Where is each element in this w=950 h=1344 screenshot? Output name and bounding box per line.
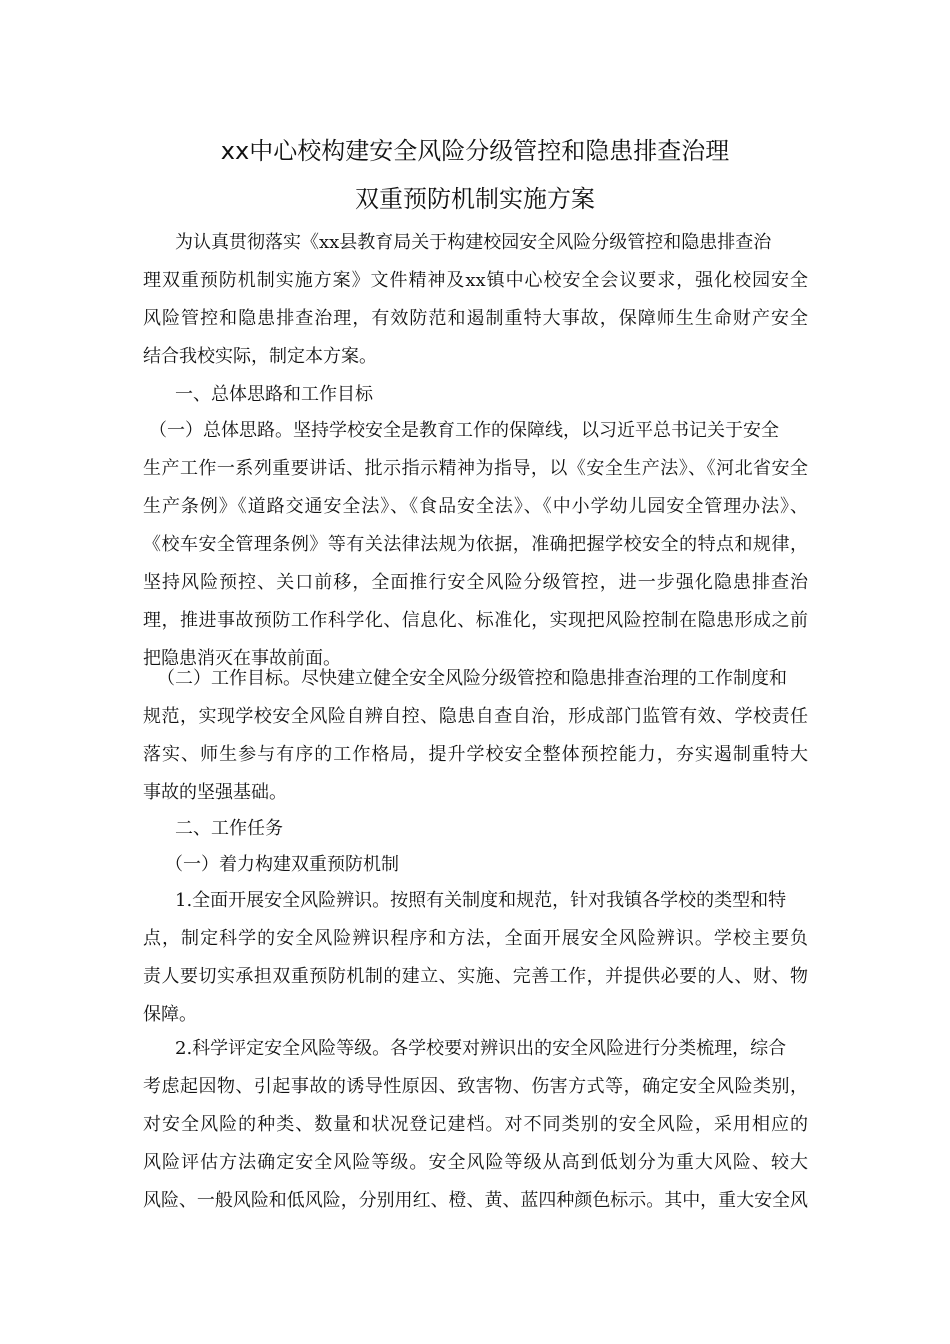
body-line: 考虑起因物、引起事故的诱导性原因、致害物、伤害方式等，确定安全风险类别，: [143, 1076, 808, 1097]
body-line: 责人要切实承担双重预防机制的建立、实施、完善工作，并提供必要的人、财、物: [143, 966, 808, 987]
body-line: 点，制定科学的安全风险辨识程序和方法，全面开展安全风险辨识。学校主要负: [143, 928, 808, 949]
body-line: 2.科学评定安全风险等级。各学校要对辨识出的安全风险进行分类梳理，综合: [175, 1038, 787, 1059]
body-line: 生产工作一系列重要讲话、批示指示精神为指导，以《安全生产法》、《河北省安全: [143, 458, 808, 479]
body-line: 为认真贯彻落实《xx县教育局关于构建校园安全风险分级管控和隐患排查治: [175, 232, 772, 253]
document-title-line-2: 双重预防机制实施方案: [355, 185, 595, 213]
body-line: （二）工作目标。尽快建立健全安全风险分级管控和隐患排查治理的工作制度和: [157, 668, 787, 689]
body-line: 风险评估方法确定安全风险等级。安全风险等级从高到低划分为重大风险、较大: [143, 1152, 808, 1173]
body-line: 事故的坚强基础。: [143, 782, 287, 803]
body-line: 对安全风险的种类、数量和状况登记建档。对不同类别的安全风险，采用相应的: [143, 1114, 808, 1135]
body-line: 风险、一般风险和低风险，分别用红、橙、黄、蓝四种颜色标示。其中，重大安全风: [143, 1190, 808, 1211]
body-line: 规范，实现学校安全风险自辨自控、隐患自查自治，形成部门监管有效、学校责任: [143, 706, 808, 727]
body-line: 1.全面开展安全风险辨识。按照有关制度和规范，针对我镇各学校的类型和特: [175, 890, 787, 911]
section-heading: 二、工作任务: [175, 818, 283, 839]
body-line: 风险管控和隐患排查治理，有效防范和遏制重特大事故，保障师生生命财产安全: [143, 308, 808, 329]
body-line: 坚持风险预控、关口前移，全面推行安全风险分级管控，进一步强化隐患排查治: [143, 572, 808, 593]
body-line: 保障。: [143, 1004, 197, 1025]
document-title-line-1: xx中心校构建安全风险分级管控和隐患排查治理: [220, 137, 730, 165]
body-line: 落实、师生参与有序的工作格局，提升学校安全整体预控能力，夯实遏制重特大: [143, 744, 808, 765]
section-heading: 一、总体思路和工作目标: [175, 384, 373, 405]
body-line: 理，推进事故预防工作科学化、信息化、标准化，实现把风险控制在隐患形成之前: [143, 610, 808, 631]
body-line: 把隐患消灭在事故前面。: [143, 648, 341, 669]
body-line: 生产条例》《道路交通安全法》、《食品安全法》、《中小学幼儿园安全管理办法》、: [143, 496, 808, 517]
body-line: （一）总体思路。坚持学校安全是教育工作的保障线，以习近平总书记关于安全: [149, 420, 779, 441]
body-line: 结合我校实际，制定本方案。: [143, 346, 377, 367]
body-line: 理双重预防机制实施方案》文件精神及xx镇中心校安全会议要求，强化校园安全: [143, 270, 808, 291]
subsection-heading: （一）着力构建双重预防机制: [165, 854, 399, 875]
body-line: 《校车安全管理条例》等有关法律法规为依据，准确把握学校安全的特点和规律，: [143, 534, 808, 555]
